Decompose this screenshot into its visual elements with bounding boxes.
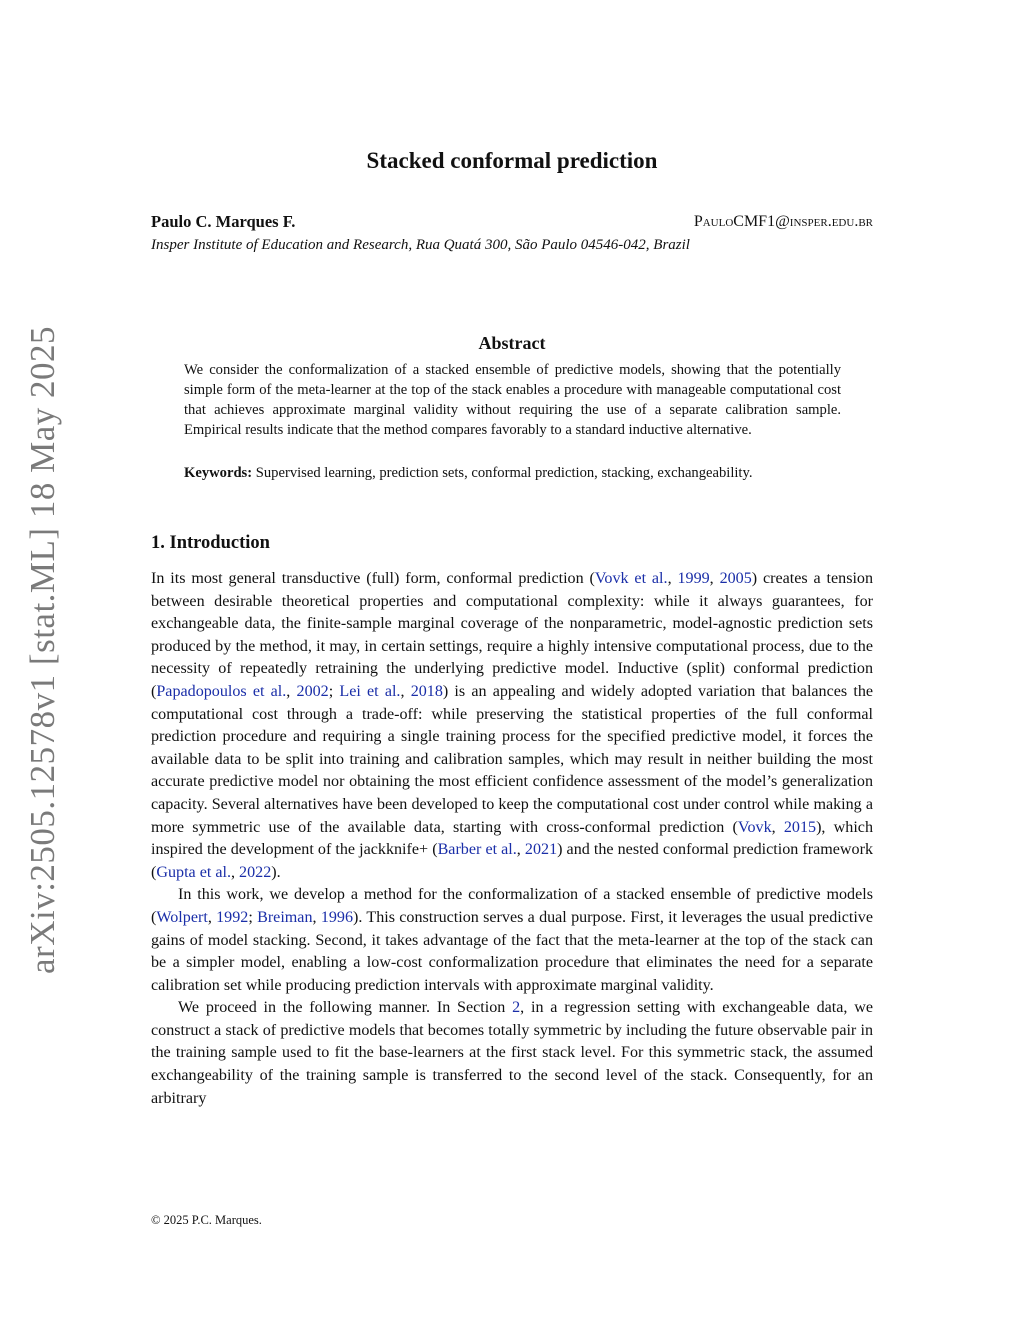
- paragraph-text: ,: [400, 682, 411, 700]
- paragraph-text: ,: [312, 908, 321, 926]
- paragraph-text: In this work, we develop a method for the conformalization of a stacked ensemble of predictive models (: [151, 886, 873, 926]
- paragraph-text: We proceed in the following manner. In Section: [178, 999, 513, 1017]
- author-affiliation: Insper Institute of Education and Research, Rua Quatá 300, São Paulo 04546-042, Brazil: [151, 237, 690, 253]
- paragraph-text: ), which inspired the development of the jackknife+ (: [151, 818, 873, 859]
- paragraph-text: ).: [271, 863, 281, 881]
- citation-link[interactable]: 2021: [524, 841, 558, 859]
- paragraph-1: [151, 568, 873, 884]
- paragraph-text: , in a regression setting with exchangeable data, we construct a stack of predictive models that becomes totally symmetric by including the future observable pair in the training sample used to fit the base-learners at the first stack level. For this symmetric stack, the assumed exchangeability of the training sample is transferred to the second level of the stack. Consequently, for an arbitrary: [151, 999, 873, 1107]
- paragraph-text: ) creates a tension between desirable theoretical properties and computational complexity: while it always guarantees, for exchangeable data, the finite-sample marginal coverage of the nonparametric, model-agnostic prediction sets produced by the method, it may, in certain settings, require a highly intensive computational process, due to the necessity of repeatedly retraining the underlying predictive model. Inductive (split) conformal prediction (: [151, 570, 874, 700]
- paragraph-text: ;: [248, 908, 258, 926]
- paper-title: Stacked conformal prediction: [366, 148, 658, 173]
- citation-link[interactable]: 2002: [296, 682, 329, 700]
- citation-link[interactable]: Gupta et al.: [156, 863, 231, 881]
- paragraph-text: ,: [709, 570, 720, 587]
- introduction-body: [151, 568, 873, 1110]
- citation-link[interactable]: Papadopoulos et al.: [156, 682, 287, 700]
- copyright-footnote: © 2025 P.C. Marques.: [151, 1213, 262, 1227]
- citation-link[interactable]: Lei et al.: [339, 682, 401, 700]
- author-email[interactable]: PauloCMF1@insper.edu.br: [693, 213, 873, 230]
- citation-link[interactable]: Barber et al.: [437, 841, 517, 859]
- paragraph-text: ;: [328, 682, 340, 700]
- arxiv-identifier-stamp[interactable]: arXiv:2505.12578v1 [stat.ML] 18 May 2025: [23, 326, 62, 974]
- citation-link[interactable]: Vovk: [737, 818, 772, 836]
- citation-link[interactable]: 2: [512, 999, 521, 1017]
- paragraph-text: ,: [667, 570, 678, 587]
- citation-link[interactable]: 1992: [216, 908, 249, 926]
- author-name: Paulo C. Marques F.: [151, 212, 296, 231]
- paragraph-text: ) and the nested conformal prediction framework (: [151, 841, 874, 881]
- citation-link[interactable]: 2015: [783, 818, 817, 836]
- paragraph-text: ,: [286, 682, 297, 700]
- abstract-heading: Abstract: [478, 333, 546, 353]
- keywords: [184, 463, 841, 483]
- paragraph-text: ). This construction serves a dual purpose. First, it leverages the usual predictive gains of model stacking. Second, it takes advantage of the fact that the meta-learner at the top of the stack can be a simpler model, enabling a low-cost conformalization procedure that eliminates the need for a separate calibration set while producing prediction intervals with approximate marginal validity.: [151, 908, 873, 994]
- paragraph-text: ,: [207, 908, 217, 926]
- paragraph-text: In its most general transductive (full) form, conformal prediction (: [151, 570, 595, 587]
- paragraph-2: [151, 884, 873, 997]
- section-heading-introduction: 1. Introduction: [151, 533, 270, 553]
- abstract-text: We consider the conformalization of a stacked ensemble of predictive models, showing that the potentially simple form of the meta-learner at the top of the stack enables a procedure with manageable computational cost that achieves approximate marginal validity without requiring the use of a separate calibration sample. Empirical results indicate that the method compares favorably to a standard inductive alternative.: [184, 362, 841, 438]
- paragraph-text: ,: [771, 818, 784, 836]
- citation-link[interactable]: 2018: [410, 682, 443, 700]
- citation-link[interactable]: Wolpert: [156, 908, 208, 926]
- keywords-list: Supervised learning, prediction sets, conformal prediction, stacking, exchangeability.: [255, 465, 753, 481]
- paragraph-3: [151, 997, 873, 1110]
- citation-link[interactable]: 1996: [320, 908, 353, 926]
- paragraph-text: ,: [516, 841, 525, 859]
- paragraph-text: ) is an appealing and widely adopted variation that balances the computational cost through a trade-off: while preserving the statistical properties of the full conformal prediction procedure and requiring a single training process for the specified predictive model, it forces the available data to be split into training and calibration samples, which may result in neither building the most accurate predictive model nor obtaining the most efficient confidence assessment of the model’s generalization capacity. Several alternatives have been developed to keep the computational cost under control while making a more symmetric use of the available data, starting with cross-conformal prediction (: [151, 682, 874, 836]
- citation-link[interactable]: 1999: [677, 570, 710, 587]
- citation-link[interactable]: Breiman: [257, 908, 313, 926]
- citation-link[interactable]: 2022: [239, 863, 272, 881]
- citation-link[interactable]: 2005: [719, 570, 752, 587]
- citation-link[interactable]: Vovk et al.: [594, 570, 668, 587]
- paragraph-text: ,: [231, 863, 240, 881]
- keywords-label: Keywords:: [184, 465, 253, 481]
